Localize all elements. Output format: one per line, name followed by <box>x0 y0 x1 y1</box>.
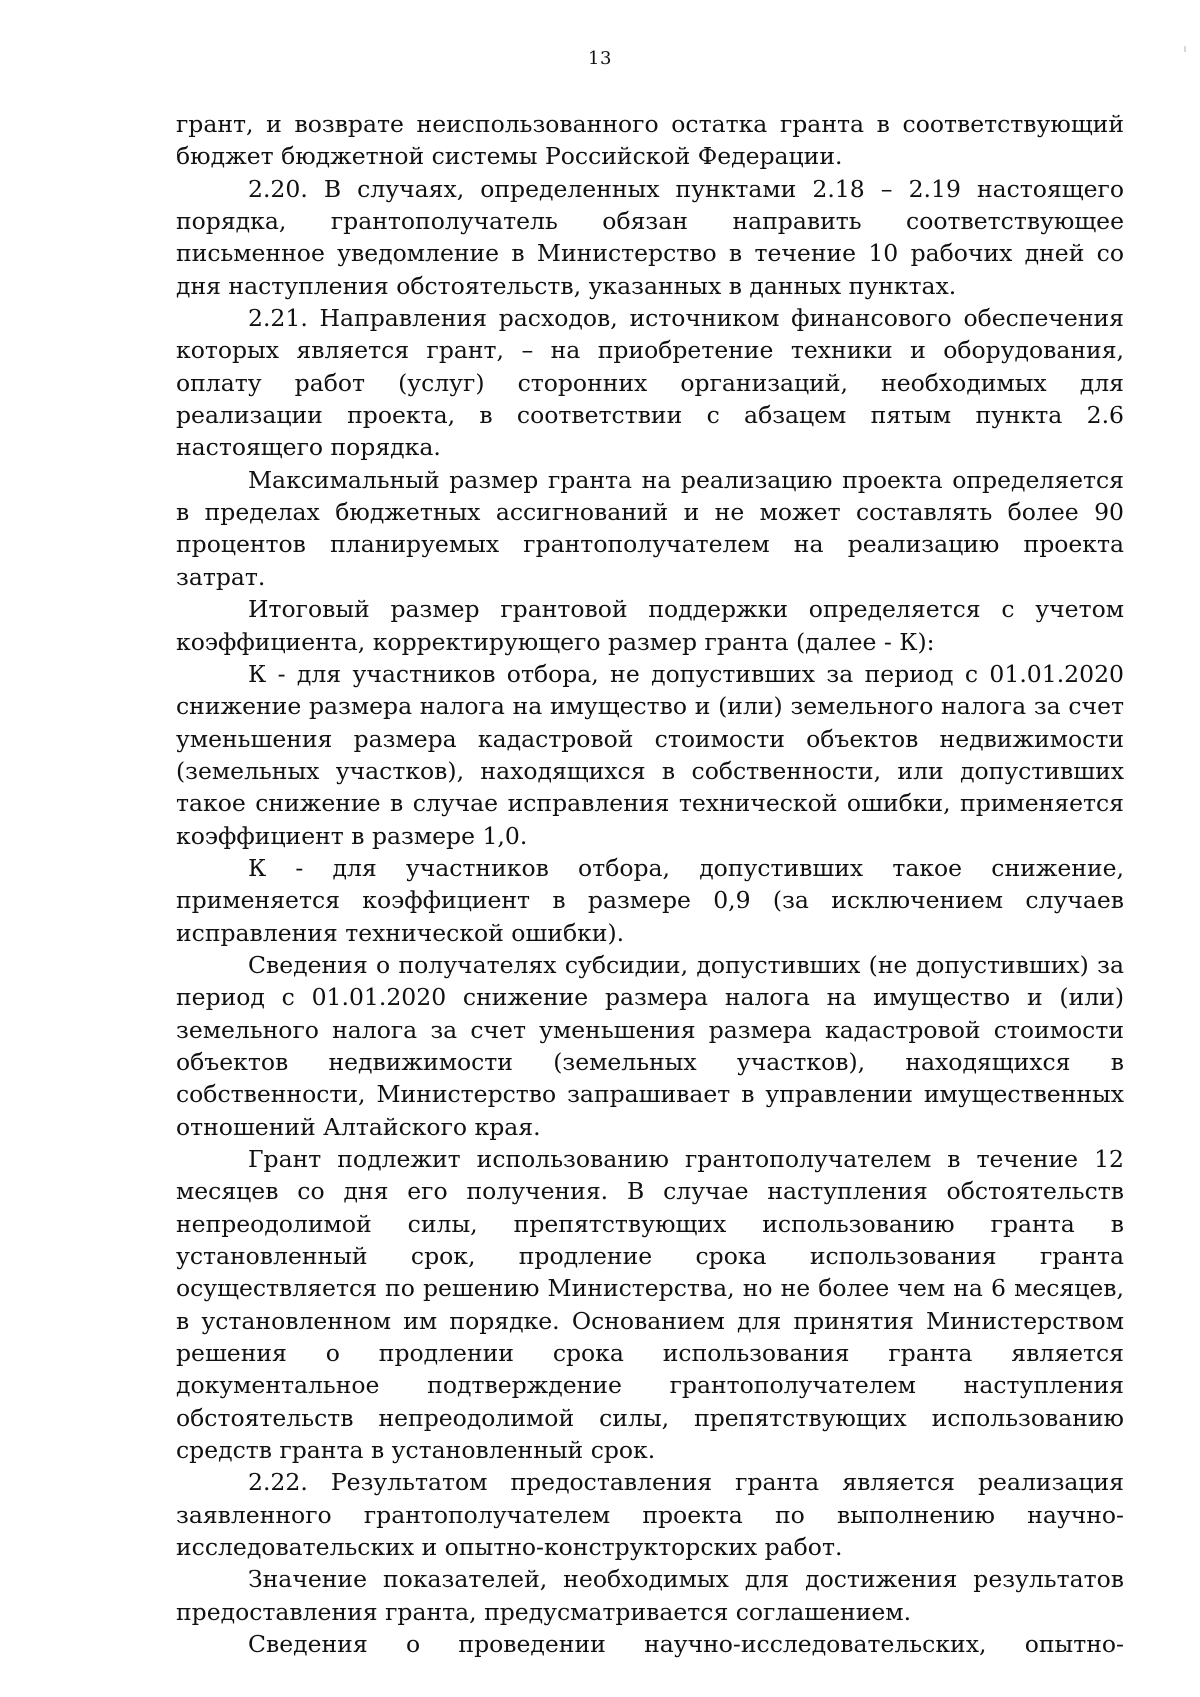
paragraph-continuation: грант, и возврате неиспользованного остатка гранта в соответствующий бюджет бюджетной системы Российской Федерации. <box>176 110 1124 171</box>
paragraph-2-21: 2.21. Направления расходов, источником финансового обеспечения которых является грант, – на приобретение техники и оборудования, оплату работ (услуг) сторонних организаций, необходимых для реализации проекта, в соответствии с абзацем пятым пункта 2.6 настоящего порядка. <box>176 304 1124 462</box>
paragraph-coefficient-1: К - для участников отбора, не допустивших за период с 01.01.2020 снижение размера налога на имущество и (или) земельного налога за счет уменьшения размера кадастровой стоимости объектов недвижимости (земельных участков), находящихся в собственности, или допустивших такое снижение в случае исправления технической ошибки, применяется коэффициент в размере 1,0. <box>176 659 1124 850</box>
page-number: 13 <box>588 48 612 69</box>
document-body <box>176 108 1124 1661</box>
paragraph-total-grant: Итоговый размер грантовой поддержки определяется с учетом коэффициента, корректирующего размер гранта (далее - К): <box>176 595 1124 656</box>
paragraph-indicators: Значение показателей, необходимых для достижения результатов предоставления гранта, предусматривается соглашением. <box>176 1565 1124 1626</box>
paragraph-coefficient-0-9: К - для участников отбора, допустивших такое снижение, применяется коэффициент в размере 0,9 (за исключением случаев исправления технической ошибки). <box>176 853 1124 947</box>
paragraph-2-22: 2.22. Результатом предоставления гранта является реализация заявленного грантополучателем проекта по выполнению научно-исследовательских и опытно-конструкторских работ. <box>176 1468 1124 1562</box>
paragraph-grant-usage: Грант подлежит использованию грантополучателем в течение 12 месяцев со дня его получения. В случае наступления обстоятельств непреодолимой силы, препятствующих использованию гранта в установленный срок, продление срока использования гранта осуществляется по решению Министерства, но не более чем на 6 месяцев, в установленном им порядке. Основанием для принятия Министерством решения о продлении срока использования гранта является документальное подтверждение грантополучателем наступления обстоятельств непреодолимой силы, препятствующих использованию средств гранта в установленный срок. <box>176 1145 1124 1465</box>
paragraph-recipient-info: Сведения о получателях субсидии, допустивших (не допустивших) за период с 01.01.2020 снижение размера налога на имущество и (или) земельного налога за счет уменьшения размера кадастровой стоимости объектов недвижимости (земельных участков), находящихся в собственности, Министерство запрашивает в управлении имущественных отношений Алтайского края. <box>176 950 1124 1141</box>
paragraph-max-grant: Максимальный размер гранта на реализацию проекта определяется в пределах бюджетных ассигнований и не может составлять более 90 процентов планируемых грантополучателем на реализацию проекта затрат. <box>176 465 1124 591</box>
paragraph-2-20: 2.20. В случаях, определенных пунктами 2.18 – 2.19 настоящего порядка, грантополучатель обязан направить соответствующее письменное уведомление в Министерство в течение 10 рабочих дней со дня наступления обстоятельств, указанных в данных пунктах. <box>176 174 1124 300</box>
paragraph-research-info: Сведения о проведении научно-исследовательских, опытно- <box>248 1630 1124 1659</box>
